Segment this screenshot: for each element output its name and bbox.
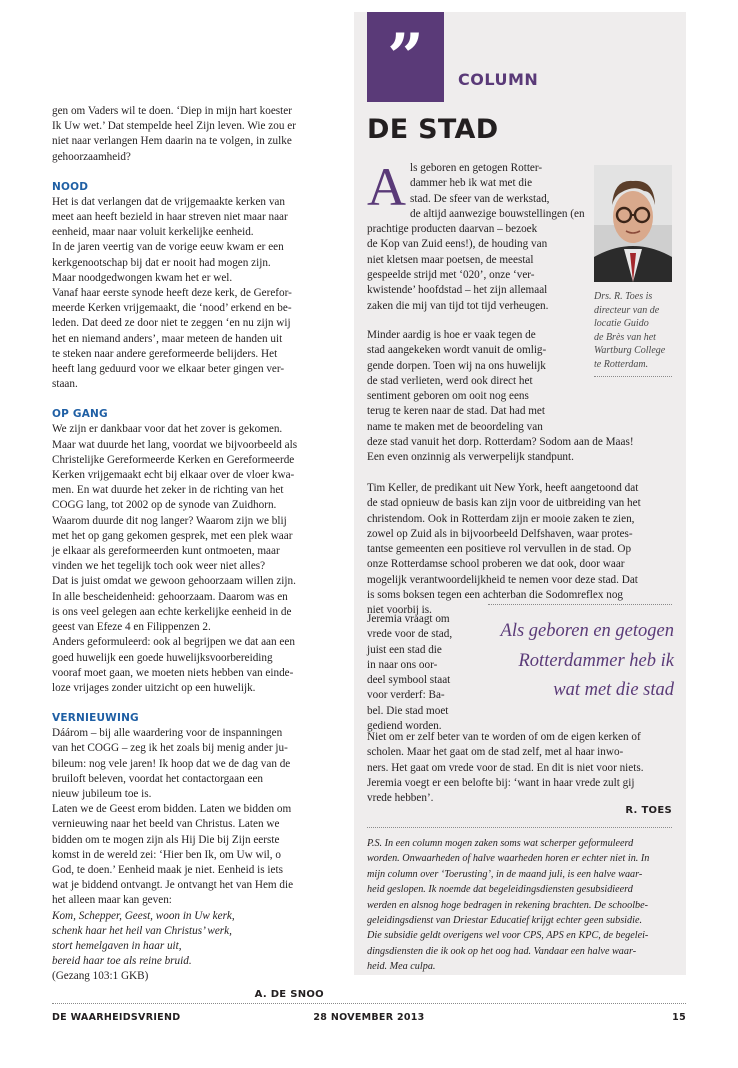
text-line: Als geboren en getogen: [500, 621, 674, 641]
column-paragraph-3: [367, 481, 673, 619]
text-line: gediend worden.: [367, 720, 442, 733]
column-paragraph-4: [367, 612, 477, 734]
text-line: is ons veel gelegen aan echte kerkelijke eenheid in de: [52, 605, 292, 618]
footer-date: 28 NOVEMBER 2013: [313, 1012, 425, 1023]
text-line: zaken die mij van tijd tot tijd verheugen.: [367, 299, 549, 312]
text-line: Rotterdammer heb ik: [518, 650, 674, 671]
text-line: Maar noodgedwongen kwam het er wel.: [52, 271, 233, 284]
text-line: mogelijk verantwoordelijkheid te nemen voor deze stad. Dat: [367, 573, 638, 586]
text-line: Het is dat verlangen dat de vrijgemaakte kerken van: [52, 195, 285, 208]
text-line: bereid haar toe als reine bruid.: [52, 955, 192, 968]
caption-divider: [594, 376, 672, 377]
column-paragraph-5: [367, 730, 673, 806]
text-line: je elkaar als gereformeerden kunt ontmoeten, maar: [52, 545, 280, 558]
text-line: vinden we het tegelijk toch ook weer niet alles?: [52, 560, 266, 573]
text-line: loze vrijages zonder uitzicht op een huwelijk.: [52, 681, 256, 694]
text-line: Kerken vrijgemaakt echt bij elkaar over de vloer kwa-: [52, 469, 295, 482]
text-line: gespeelde strijd met ‘020’, onze ‘ver-: [367, 269, 535, 282]
text-line: zowel op Zuid als in bijvoorbeeld Delfshaven, waar protes-: [367, 527, 633, 540]
text-line: God, te doen.’ Eenheid maak je niet. Eenheid is iets: [52, 863, 283, 876]
postscript: [367, 836, 673, 975]
text-line: meerde Kerken vrijgemaakt, die ‘nood’ erkend en be-: [52, 302, 292, 315]
vernieuwing-paragraph: [52, 726, 324, 908]
column-paragraph-2a: [367, 328, 589, 435]
text-line: P.S. In een column mogen zaken soms wat scherper geformuleerd: [367, 838, 634, 849]
text-line: Laten we de Geest erom bidden. Laten we bidden om: [52, 803, 292, 816]
text-line: heeft lang geduurd voor we elkaar beter gingen ver-: [52, 363, 285, 376]
author-photo: [594, 165, 672, 282]
text-line: werden en alsnog hoge bedragen in rekening brachten. De schoolbe-: [367, 899, 649, 911]
text-line: eenheid, maar naar voluit kerkelijke eenheid.: [52, 226, 254, 239]
column-paragraph-2b: [367, 435, 673, 466]
text-line: bidden om te mogen zijn als Hij Die bij Zijn eerste: [52, 833, 280, 846]
text-line: de altijd aanwezige bouwstellingen (en: [410, 207, 585, 220]
text-line: leden. Dat deed ze door niet te zeggen ‘en nu zijn wij: [52, 317, 291, 330]
text-line: stad aangekeken wordt vanuit de omlig-: [367, 344, 547, 357]
text-line: niet naar verlangen Hem daarin na te volgen, in zulke: [52, 135, 292, 148]
text-line: Wartburg College: [594, 345, 666, 356]
photo-caption: [594, 290, 674, 371]
text-line: juist een stad die: [367, 643, 442, 656]
text-line: goed huwelijk een goede huwelijksvoorbereiding: [52, 651, 273, 664]
text-line: Waarom duurde dit nog langer? Waarom zijn we blij: [52, 514, 287, 527]
column-signature: R. TOES: [625, 805, 672, 816]
text-line: vernieuwing naar het beeld van Christus. Laten we: [52, 818, 280, 831]
text-line: locatie Guido: [594, 318, 649, 329]
text-line: stad. De sfeer van de werkstad,: [410, 192, 550, 205]
pull-quote-divider: [488, 604, 672, 605]
column-label: COLUMN: [458, 70, 539, 89]
text-line: kwistende’ hoofdstad – het zijn allemaal: [367, 284, 548, 297]
op-gang-paragraph: [52, 422, 324, 696]
text-line: meet aan heeft bezield in haar streven niet maar naar: [52, 211, 288, 224]
text-line: niet kletsen maar poetsen, de meestal: [367, 253, 534, 266]
author-signature: A. DE SNOO: [254, 988, 324, 1000]
text-line: kerkgenootschap bij dat er nooit had mogen zijn.: [52, 256, 271, 269]
text-line: nieuw jubileum toe is.: [52, 787, 152, 800]
left-article: [52, 104, 324, 1002]
text-line: ls geboren en getogen Rotter-: [410, 162, 543, 174]
text-line: wat met die stad: [553, 680, 674, 700]
text-line: Maar wat duurde het lang, voordat we bijvoorbeeld als: [52, 438, 298, 451]
text-line: prachtige producten daarvan – bezoek: [367, 223, 538, 236]
text-line: gen om Vaders wil te doen. ‘Diep in mijn hart koester: [52, 105, 292, 117]
text-line: Christelijke Gereformeerde Kerken en Gereformeerde: [52, 453, 295, 466]
footer-divider: [52, 1003, 686, 1004]
text-line: tantse gemeenten een positieve rol vervullen in de stad. Op: [367, 543, 632, 556]
heading-op-gang: OP GANG: [52, 408, 108, 421]
text-line: Dat is juist omdat we gewoon gehoorzaam willen zijn.: [52, 575, 296, 588]
text-line: voor verderf: Ba-: [367, 689, 445, 702]
intro-paragraph: [52, 104, 324, 165]
text-line: vooraf moet gaan, we moeten niets hebben van einde-: [52, 666, 294, 679]
text-line: de Kop van Zuid eens!), de houding van: [367, 238, 548, 251]
text-line: met het op gang gekomen gesprek, met een plek waar: [52, 529, 293, 542]
hymn-quote: [52, 909, 324, 970]
text-line: name te maken met de beoordeling van: [367, 420, 543, 433]
text-line: heid geslopen. Ik noemde dat begeleidingsdiensten gesubsidieerd: [367, 884, 633, 896]
text-line: onze Rotterdamse school proberen we dat ook, door waar: [367, 558, 625, 571]
page-number: 15: [672, 1012, 686, 1023]
text-line: wat je biddend ontvangt. Je ontvangt het van Hem die: [52, 879, 294, 892]
column-title: DE STAD: [367, 114, 499, 145]
ps-divider: [367, 827, 672, 828]
text-line: heid. Mea culpa.: [367, 961, 436, 973]
text-line: COGG lang, tot 2002 op de synode van Zuidhorn.: [52, 499, 277, 512]
quote-mark-icon: ”: [387, 20, 424, 95]
text-line: In alle bescheidenheid: gehoorzaam. Daarom was en: [52, 590, 288, 603]
heading-vernieuwing: VERNIEUWING: [52, 712, 139, 725]
text-line: Kom, Schepper, Geest, woon in Uw kerk,: [52, 909, 235, 922]
portrait-image: [594, 165, 672, 282]
text-line: Drs. R. Toes is: [594, 291, 653, 302]
text-line: de stad opnieuw de basis kan zijn voor de uitbreiding van het: [367, 497, 641, 510]
text-line: gehoorzaamheid?: [52, 150, 131, 163]
text-line: sentiment geboren om ooit nog eens: [367, 390, 529, 403]
text-line: Dáárom – bij alle waardering voor de inspanningen: [52, 727, 283, 740]
text-line: het en niemand anders’, maar meteen de handen uit: [52, 332, 283, 345]
text-line: worden. Onwaarheden of halve waarheden horen er echter niet in. In: [367, 853, 650, 865]
drop-cap: A: [367, 157, 406, 217]
text-line: directeur van de: [594, 304, 660, 316]
text-line: dammer heb ik wat met die: [410, 177, 533, 190]
text-line: van het COGG – zeg ik het zoals bij menig ander ju-: [52, 742, 288, 755]
text-line: Tim Keller, de predikant uit New York, heeft aangetoond dat: [367, 482, 639, 494]
text-line: te Rotterdam.: [594, 358, 649, 370]
text-line: Jeremia vraagt om: [367, 613, 450, 625]
text-line: terug te keren naar de stad. Dat had met: [367, 405, 545, 418]
text-line: vrede hebben’.: [367, 792, 434, 805]
pull-quote: [478, 617, 674, 706]
text-line: stort hemelgaven in haar uit,: [52, 939, 182, 952]
text-line: de stad verlieten, werd ook direct het: [367, 374, 533, 387]
text-line: Anders geformuleerd: ook al begrijpen we dat aan een: [52, 636, 295, 649]
text-line: mijn column over ‘Toerusting’, in de maand juli, is een halve waar-: [367, 868, 643, 880]
text-line: te steken naar andere gereformeerde belijders. Het: [52, 347, 278, 360]
text-line: de Brès van het: [594, 331, 656, 343]
text-line: Minder aardig is hoe er vaak tegen de: [367, 329, 536, 341]
hymn-reference: (Gezang 103:1 GKB): [52, 970, 149, 983]
text-line: is soms boksen tegen een achterban die Sodomreflex nog: [367, 589, 624, 602]
text-line: bruiloft beleven, voordat het contactorgaan een: [52, 772, 264, 785]
text-line: christendom. Ook in Rotterdam zijn er mooie zaken te zien,: [367, 512, 635, 525]
text-line: vrede voor de stad,: [367, 628, 453, 641]
text-line: scholen. Maar het gaat om de stad zelf, met al haar inwo-: [367, 746, 624, 759]
text-line: geleidingsdienst van Driestar Educatief krijgt echter geen subsidie.: [367, 915, 643, 927]
text-line: bileum: nog vele jaren! Ik hoop dat we de dag van de: [52, 757, 291, 770]
text-line: het alleen maar kan geven:: [52, 894, 172, 907]
text-line: in naar ons oor-: [367, 658, 438, 671]
text-line: Jeremia voegt er een belofte bij: ‘want in haar vrede zult gij: [367, 776, 635, 789]
heading-nood: NOOD: [52, 180, 89, 193]
footer-magazine-name: DE WAARHEIDSVRIEND: [52, 1012, 181, 1023]
nood-paragraph: [52, 195, 324, 393]
text-line: ners. Het gaat om vrede voor de stad. En dit is niet voor niets.: [367, 761, 644, 774]
column-paragraph-1: [367, 157, 589, 314]
text-line: komst in de wereld zei: ‘Hier ben Ik, om Uw wil, o: [52, 848, 281, 861]
text-line: gende dorpen. Toen wij na ons huwelijk: [367, 359, 546, 372]
text-line: Ik Uw wet.’ Dat stempelde heel Zijn leven. Wie zou er: [52, 120, 296, 133]
text-line: geest van Efeze 4 en Filippenzen 2.: [52, 621, 211, 634]
text-line: Een even onzinnig als verwerpelijk standpunt.: [367, 451, 574, 464]
text-line: In de jaren veertig van de vorige eeuw kwam er een: [52, 241, 284, 254]
text-line: dingsdiensten die ik ook op het oog had. Vandaar een halve waar-: [367, 945, 637, 957]
text-line: staan.: [52, 378, 78, 391]
text-line: bel. Die stad moet: [367, 704, 449, 717]
text-line: schenk haar het heil van Christus’ werk,: [52, 924, 232, 937]
column-badge: [367, 12, 444, 102]
text-line: deze stad vanuit het dorp. Rotterdam? Sodom aan de Maas!: [367, 436, 634, 448]
text-line: We zijn er dankbaar voor dat het zover is gekomen.: [52, 423, 283, 436]
text-line: men. En wat duurde het zeker in de richting van het: [52, 484, 284, 497]
text-line: Die subsidie geldt overigens wel voor CPS, APS en KPC, de begelei-: [367, 930, 649, 942]
text-line: Niet om er zelf beter van te worden of om de eigen kerken of: [367, 731, 641, 743]
text-line: Vanaf haar eerste synode heeft deze kerk, de Gerefor-: [52, 287, 292, 300]
text-line: deel symbool staat: [367, 674, 451, 687]
text-line: niet voorbij is.: [367, 604, 432, 617]
